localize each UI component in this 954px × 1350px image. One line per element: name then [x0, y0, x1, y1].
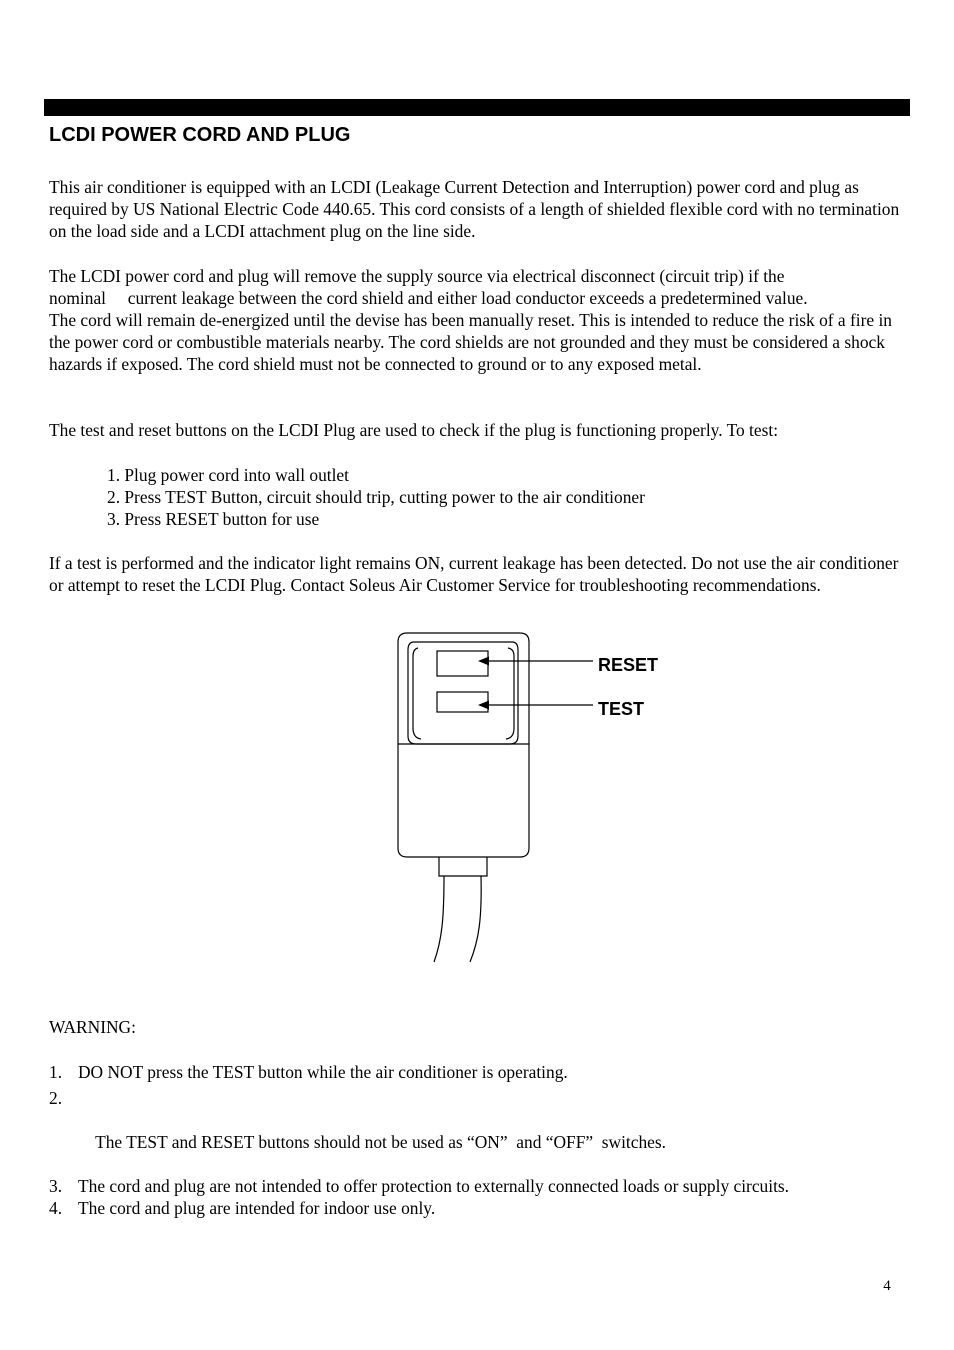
reset-label: RESET — [598, 655, 659, 675]
function-paragraph-line-2: nominal current leakage between the cord shield and either load conductor exceeds a predetermined value. — [49, 288, 808, 308]
section-header-bar — [44, 99, 910, 116]
warning-item-number: 1. — [49, 1062, 63, 1082]
warning-item — [49, 1061, 909, 1083]
lcdi-plug-diagram — [390, 628, 690, 968]
warning-item-text: The cord and plug are intended for indoor use only. — [78, 1198, 436, 1218]
plug-panel-outline — [408, 642, 518, 744]
warning-item-text: DO NOT press the TEST button while the air conditioner is operating. — [78, 1062, 568, 1082]
function-paragraph-line-1: The LCDI power cord and plug will remove the supply source via electrical disconnect (circuit trip) if the — [49, 266, 785, 286]
cord-strain-relief — [439, 857, 487, 876]
indicator-paragraph: If a test is performed and the indicator light remains ON, current leakage has been detected. Do not use the air conditioner or attempt to reset the LCDI Plug. Contact Soleus Air Customer Service for troubleshooting recommendations. — [49, 553, 899, 595]
plug-body-outline — [398, 633, 529, 857]
section-title: LCDI POWER CORD AND PLUG — [49, 124, 351, 146]
test-step: 2. Press TEST Button, circuit should trip, cutting power to the air conditioner — [107, 487, 645, 507]
warning-heading: WARNING: — [49, 1017, 136, 1037]
reset-button-shape — [437, 651, 488, 676]
panel-right-highlight — [506, 648, 514, 739]
intro-paragraph: This air conditioner is equipped with an LCDI (Leakage Current Detection and Interruption) power cord and plug as required by US National Electric Code 440.65. This cord consists of a length of shielded flexible cord with no termination on the load side and a LCDI attachment plug on the line side. — [49, 177, 900, 241]
function-paragraph-rest: The cord will remain de-energized until the devise has been manually reset. This is intended to reduce the risk of a fire in the power cord or combustible materials nearby. The cord shields are not grounded and they must be considered a shock hazards if exposed. The cord shield must not be connected to ground or to any exposed metal. — [49, 310, 893, 374]
warning-item-number: 2. — [49, 1088, 63, 1108]
test-step: 1. Plug power cord into wall outlet — [107, 465, 349, 485]
warning-item — [49, 1087, 909, 1175]
lcdi-plug-illustration — [390, 628, 690, 968]
cord-left-edge — [434, 876, 444, 962]
test-arrowhead — [478, 701, 489, 710]
function-paragraph — [49, 265, 909, 375]
warning-item-number: 4. — [49, 1198, 63, 1218]
page-number: 4 — [883, 1278, 891, 1294]
warning-item-number: 3. — [49, 1176, 63, 1196]
test-steps-list — [107, 464, 887, 530]
reset-arrowhead — [478, 657, 489, 666]
test-button-shape — [437, 692, 488, 712]
test-step: 3. Press RESET button for use — [107, 509, 320, 529]
panel-left-highlight — [413, 648, 421, 739]
test-label: TEST — [598, 699, 645, 719]
warning-item — [49, 1197, 909, 1219]
cord-right-edge — [470, 876, 481, 962]
warning-item-text: The cord and plug are not intended to offer protection to externally connected loads or supply circuits. — [78, 1176, 790, 1196]
test-intro-paragraph: The test and reset buttons on the LCDI Plug are used to check if the plug is functioning properly. To test: — [49, 420, 779, 440]
warning-list — [49, 1061, 909, 1219]
warning-item-text: The TEST and RESET buttons should not be used as “ON” and “OFF” switches. — [95, 1132, 667, 1152]
warning-item — [49, 1175, 909, 1197]
